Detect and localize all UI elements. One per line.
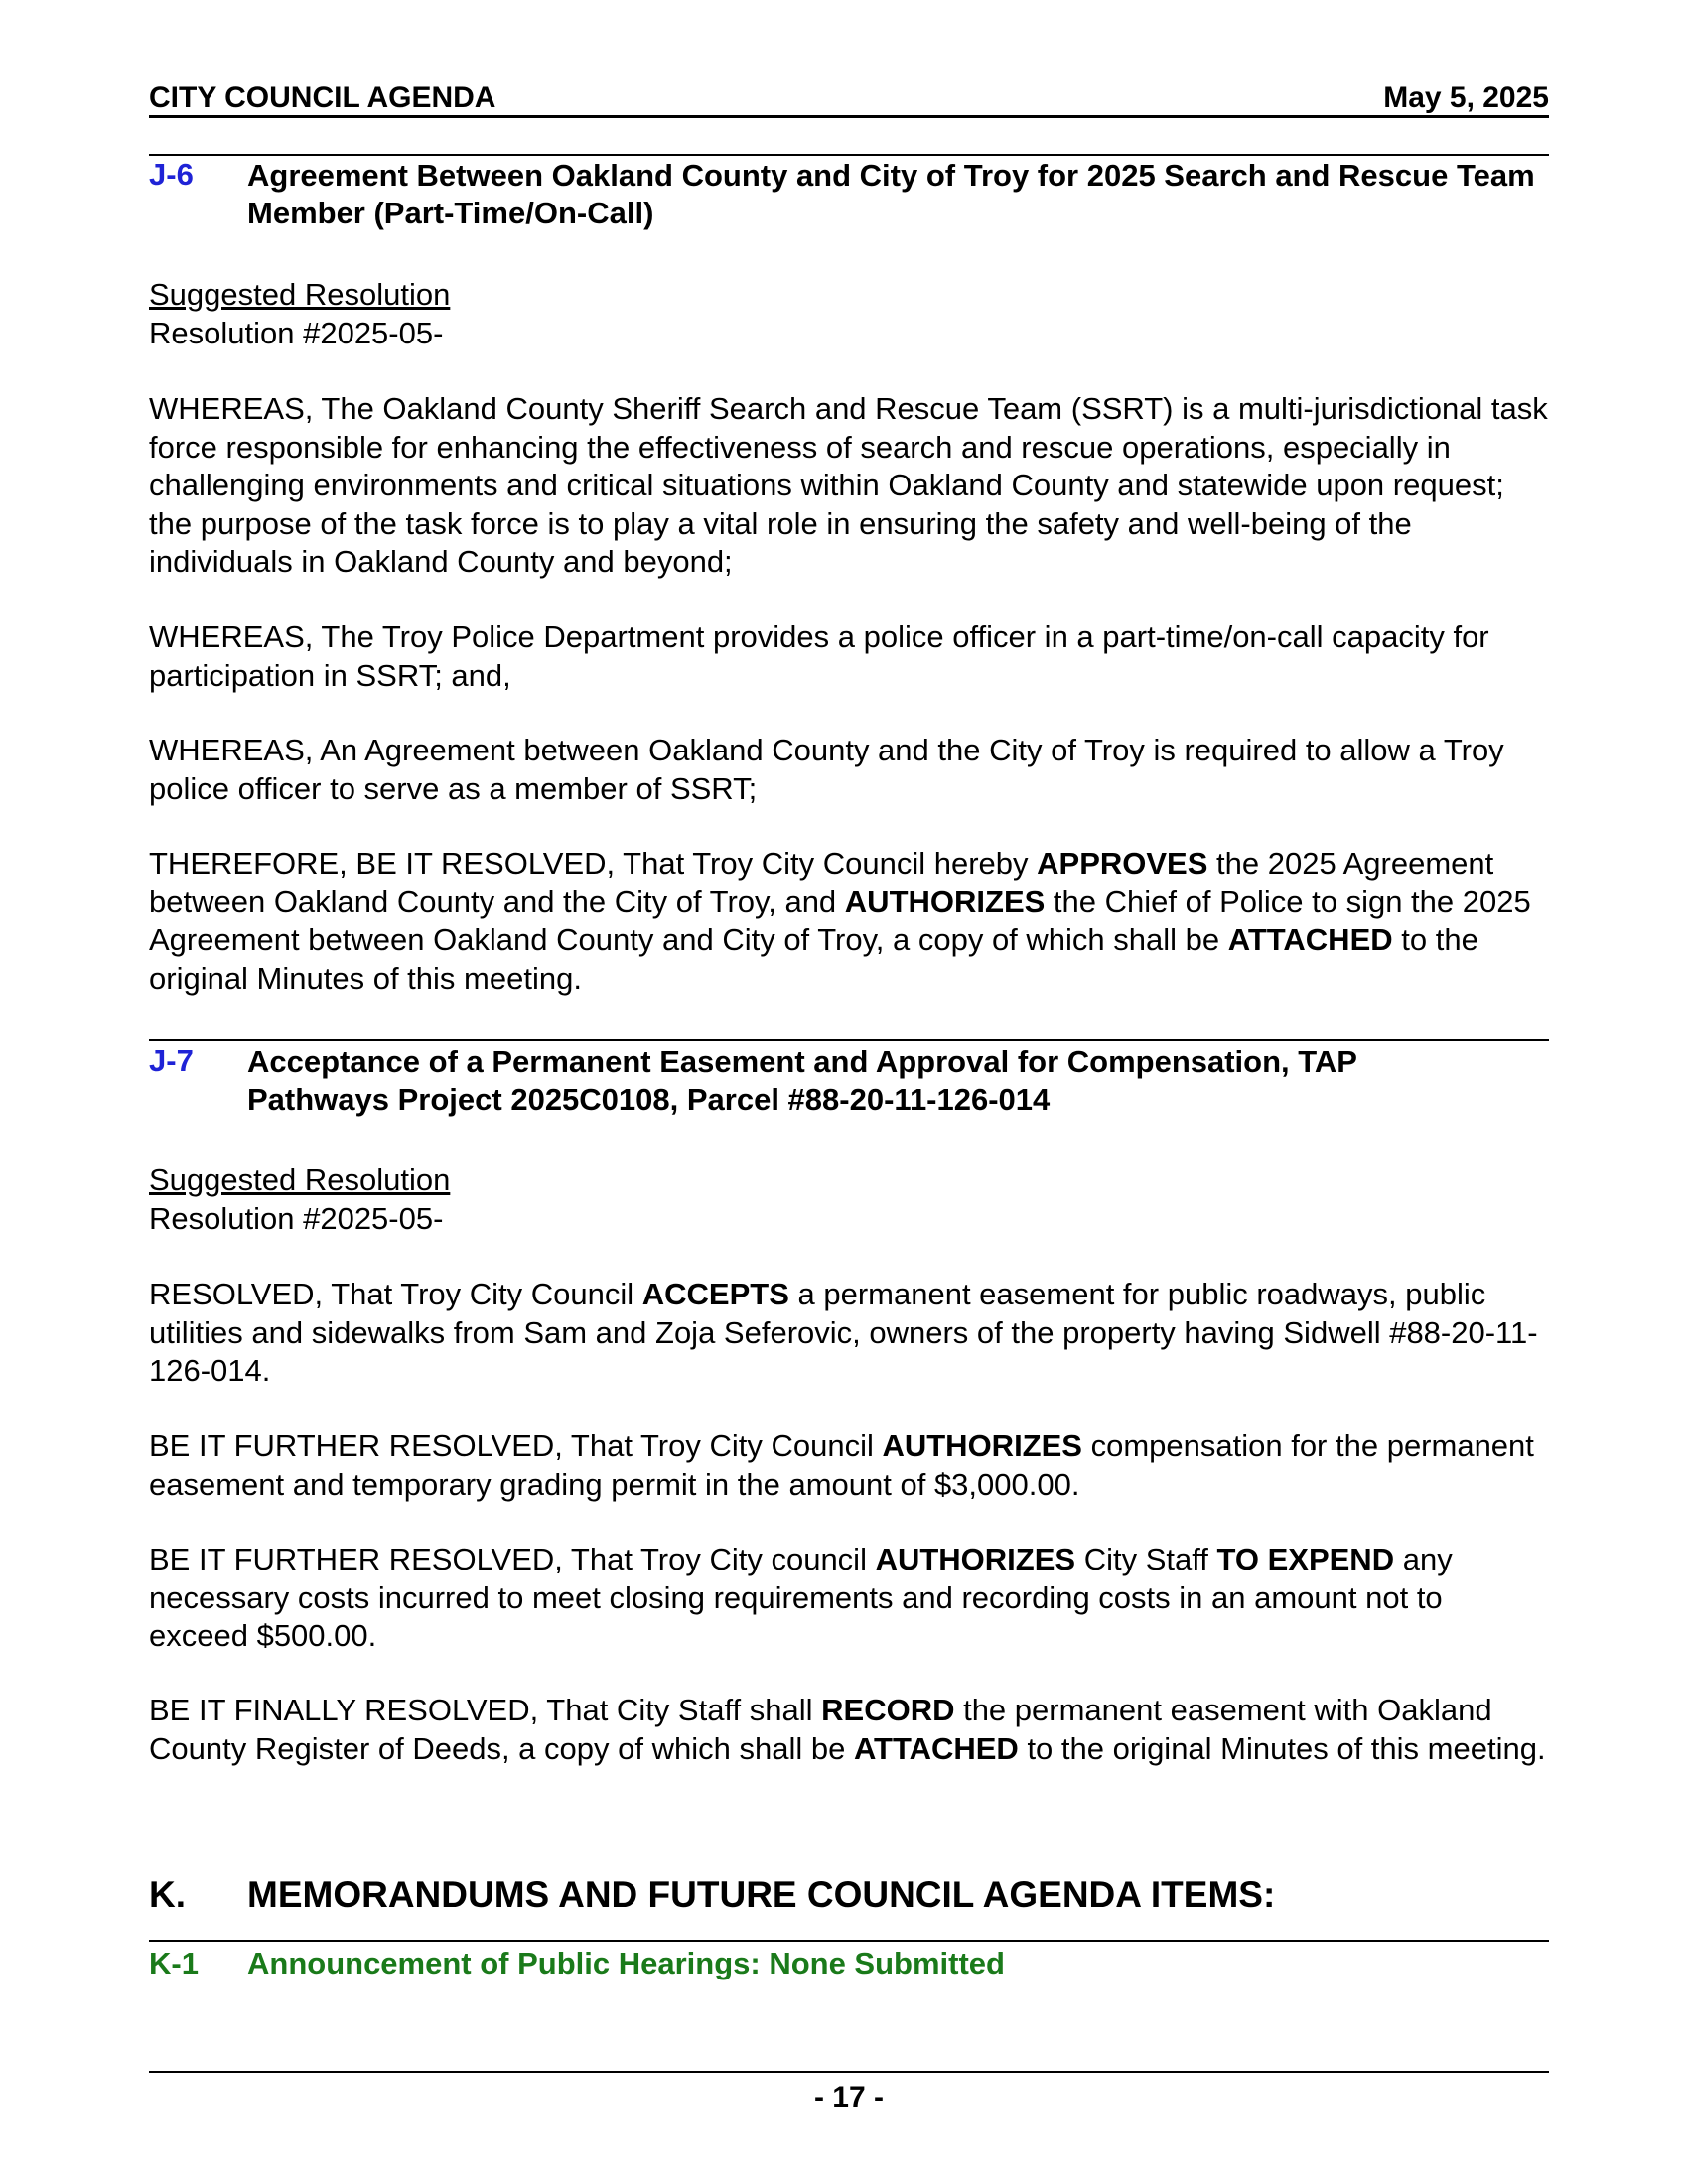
page-header xyxy=(149,79,1549,118)
resolution-j7 xyxy=(149,1161,1549,1238)
resolved-paragraph: THEREFORE, BE IT RESOLVED, That Troy City Council hereby APPROVES the 2025 Agreement between Oakland County and the City of Troy, and AUTHORIZES the Chief of Police to sign the 2025 Agreement between Oakland County and City of Troy, a copy of which shall be ATTACHED to the original Minutes of this meeting. xyxy=(149,846,1531,996)
header-title: CITY COUNCIL AGENDA xyxy=(149,81,496,114)
resolution-j6 xyxy=(149,276,1549,352)
item-title: Agreement Between Oakland County and City of Troy for 2025 Search and Rescue Team Member (Part-Time/On-Call) xyxy=(247,158,1535,230)
whereas-paragraph-1: WHEREAS, The Oakland County Sheriff Search and Rescue Team (SSRT) is a multi-jurisdictional task force responsible for enhancing the effectiveness of search and rescue operations, especially in challenging environments and critical situations within Oakland County and statewide upon request; the purpose of the task force is to play a vital role in ensuring the safety and well-being of the individuals in Oakland County and beyond; xyxy=(149,391,1548,579)
resolved-paragraph-4: BE IT FINALLY RESOLVED, That City Staff shall RECORD the permanent easement with Oakland County Register of Deeds, a copy of which shall be ATTACHED to the original Minutes of this meeting. xyxy=(149,1693,1546,1766)
resolution-number: Resolution #2025-05- xyxy=(149,315,444,350)
resolved-paragraph-1: RESOLVED, That Troy City Council ACCEPTS a permanent easement for public roadways, public utilities and sidewalks from Sam and Zoja Seferovic, owners of the property having Sidwell #88-20-11-126-014. xyxy=(149,1277,1538,1388)
item-number: J-7 xyxy=(149,1043,194,1078)
section-k-heading xyxy=(149,1874,1549,1942)
whereas-paragraph-2: WHEREAS, The Troy Police Department provides a police officer in a part-time/on-call capacity for participation in SSRT; and, xyxy=(149,619,1489,693)
resolution-number: Resolution #2025-05- xyxy=(149,1200,444,1236)
item-title: Announcement of Public Hearings: None Submitted xyxy=(247,1946,1005,1980)
item-title: Acceptance of a Permanent Easement and Approval for Compensation, TAP Pathways Project 2025C0108, Parcel #88-20-11-126-014 xyxy=(247,1044,1357,1117)
agenda-page xyxy=(149,0,1549,2184)
item-number: K-1 xyxy=(149,1946,199,1980)
item-divider xyxy=(149,154,1549,156)
suggested-resolution-label: Suggested Resolution xyxy=(149,1162,451,1197)
header-date: May 5, 2025 xyxy=(1383,81,1549,114)
suggested-resolution-label: Suggested Resolution xyxy=(149,277,451,312)
page-number: - 17 - xyxy=(813,2081,885,2114)
item-divider xyxy=(149,1039,1549,1041)
item-number: J-6 xyxy=(149,157,194,192)
footer-divider xyxy=(149,2071,1549,2073)
resolved-paragraph-2: BE IT FURTHER RESOLVED, That Troy City Council AUTHORIZES compensation for the permanent easement and temporary grading permit in the amount of $3,000.00. xyxy=(149,1429,1534,1502)
whereas-paragraph-3: WHEREAS, An Agreement between Oakland County and the City of Troy is required to allow a Troy police officer to serve as a member of SSRT; xyxy=(149,733,1504,806)
section-title: MEMORANDUMS AND FUTURE COUNCIL AGENDA ITEMS: xyxy=(247,1874,1276,1915)
resolved-paragraph-3: BE IT FURTHER RESOLVED, That Troy City council AUTHORIZES City Staff TO EXPEND any necessary costs incurred to meet closing requirements and recording costs in an amount not to exceed $500.00. xyxy=(149,1542,1453,1653)
section-letter: K. xyxy=(149,1874,186,1915)
